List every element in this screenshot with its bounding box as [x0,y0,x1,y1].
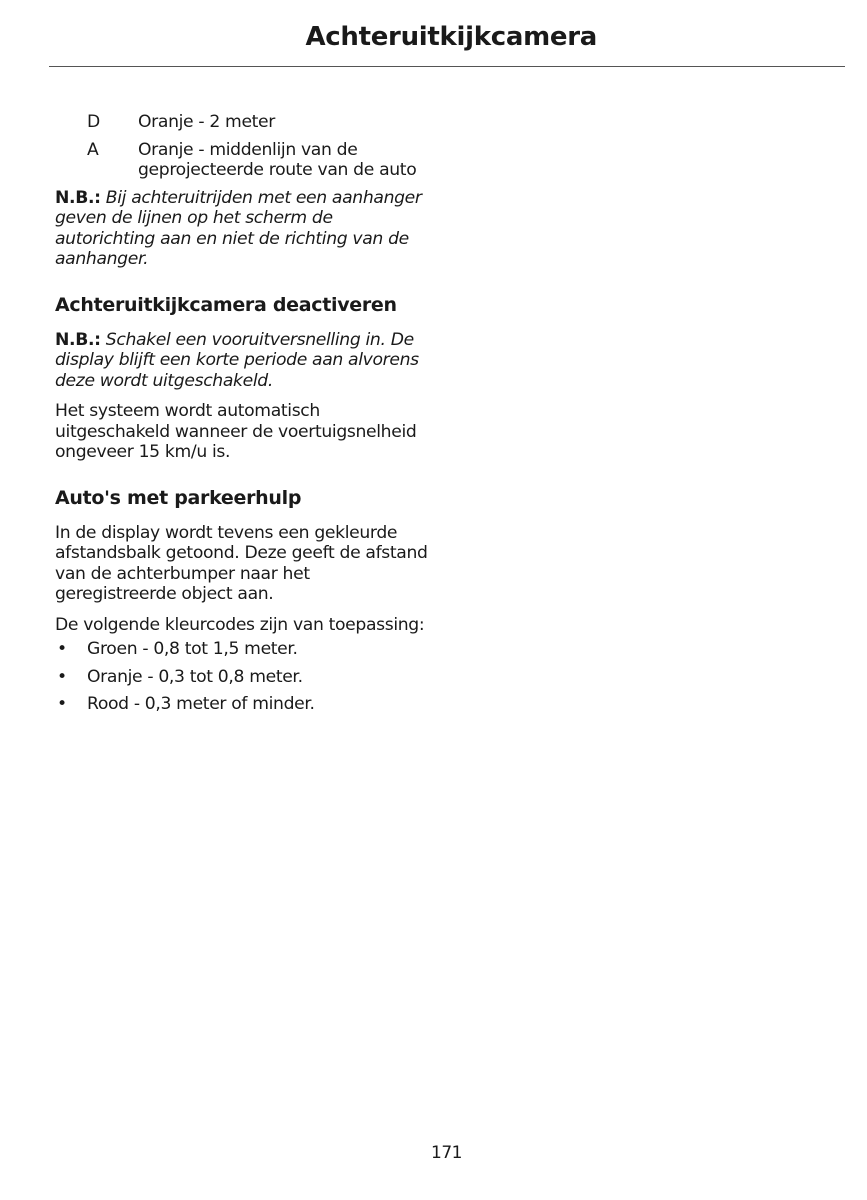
legend-description: Oranje - 2 meter [138,112,275,132]
page-title: Achteruitkijkcamera [305,22,597,52]
body-paragraph: In de display wordt tevens een gekleurde afstandsbalk getoond. Deze geeft de afstand van de achterbumper naar het geregistreerde object aan. [55,522,428,604]
body-paragraph: De volgende kleurcodes zijn van toepassing: [55,614,425,635]
list-item-text: Groen - 0,8 tot 1,5 meter. [87,639,298,659]
note-label: N.B.: [55,187,101,208]
list-item [55,667,433,688]
list-item-text: Oranje - 0,3 tot 0,8 meter. [87,666,303,687]
list-item-text: Rood - 0,3 meter of minder. [87,694,315,714]
list-item [55,639,433,660]
legend-item [55,140,433,181]
section-heading-deactivate: Achteruitkijkcamera deactiveren [55,293,397,316]
list-item [55,694,433,715]
page-number: 171 [431,1143,462,1163]
note-label: N.B.: [55,329,101,350]
bullet-icon: • [57,666,67,687]
bullet-icon: • [57,694,67,714]
legend-key: D [87,112,100,132]
note-text: Bij achteruitrijden met een aanhanger geven de lijnen op het scherm de autorichting aan en niet de richting van de aanhanger. [55,187,422,269]
note-text: Schakel een vooruitversnelling in. De display blijft een korte periode aan alvorens deze wordt uitgeschakeld. [55,329,419,391]
legend-description: Oranje - middenlijn van de geprojecteerde route van de auto [138,139,417,180]
bullet-icon: • [57,639,67,659]
title-divider [49,66,845,67]
note-paragraph [55,330,433,392]
note-paragraph [55,188,433,270]
section-heading-parking: Auto's met parkeerhulp [55,486,302,509]
color-code-list [55,639,433,715]
body-paragraph: Het systeem wordt automatisch uitgeschakeld wanneer de voertuigsnelheid ongeveer 15 km/u is. [55,401,417,462]
main-content [55,112,433,722]
legend-item [55,112,433,133]
legend-key: A [87,139,99,160]
